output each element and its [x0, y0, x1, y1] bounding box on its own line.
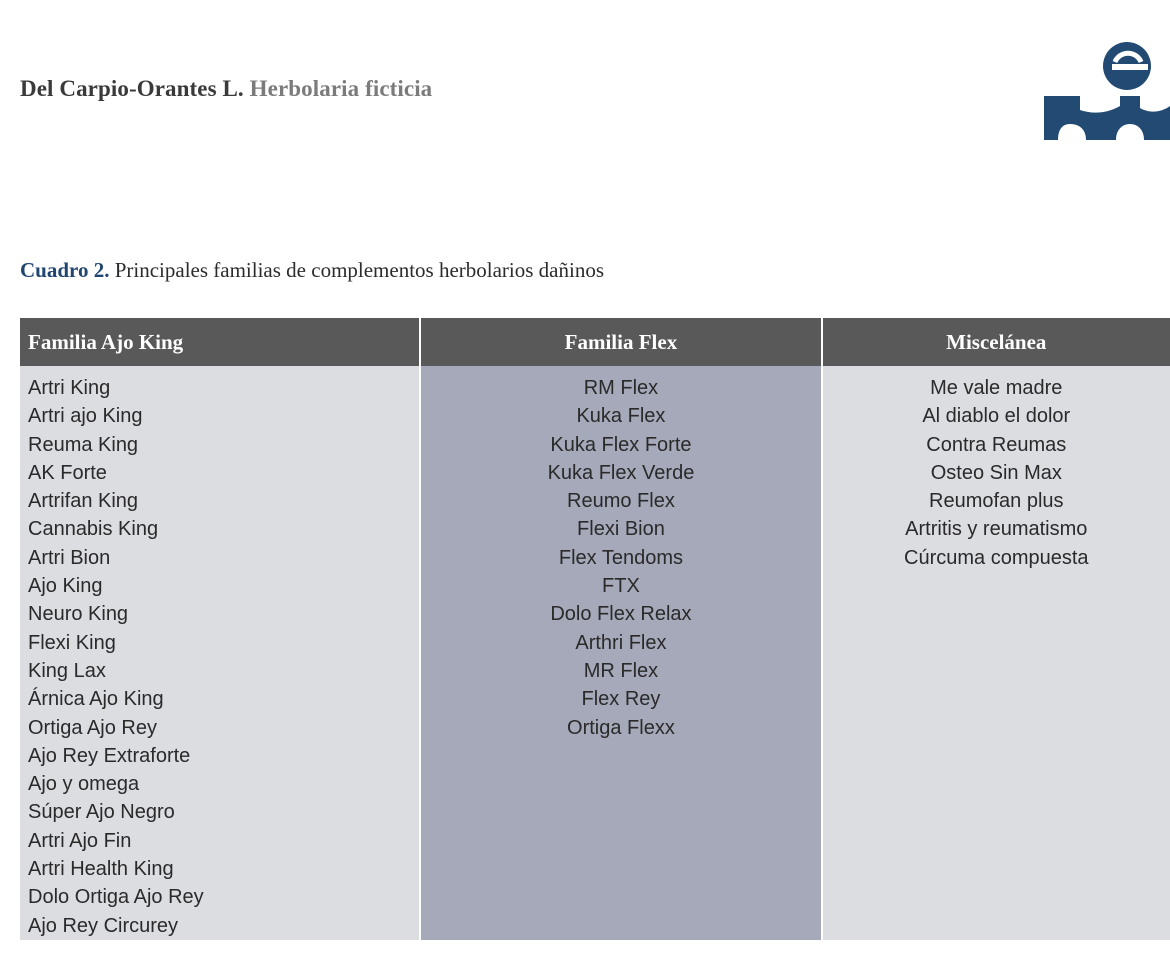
table-cell: Artri Health King [28, 858, 174, 881]
table-cell: Árnica Ajo King [28, 688, 164, 711]
table-cell: Ajo Rey Extraforte [28, 744, 191, 767]
header-author: Del Carpio-Orantes L. [20, 76, 244, 101]
table-cell: Artritis y reumatismo [905, 518, 1088, 541]
table-cell: Me vale madre [930, 377, 1063, 399]
table-cell: Ajo y omega [28, 773, 140, 796]
table-cell: Neuro King [28, 603, 129, 626]
column-header: Miscelánea [823, 318, 1170, 366]
table-cell: Súper Ajo Negro [28, 801, 175, 824]
table-cell: Reuma King [28, 433, 139, 456]
table-cell: Artri ajo King [28, 405, 143, 428]
table-cell: Dolo Ortiga Ajo Rey [28, 886, 204, 909]
journal-logo-icon [1040, 38, 1170, 142]
table-cell: Flexi Bion [577, 518, 665, 541]
table-cell: Reumofan plus [929, 490, 1064, 513]
table-cell: Ajo Rey Circurey [28, 914, 179, 937]
table-cell: Contra Reumas [926, 433, 1067, 456]
column-header: Familia Flex [421, 318, 820, 366]
column-flex [421, 318, 820, 940]
table-cell: Ajo King [28, 575, 103, 598]
table-cell: Kuka Flex [576, 405, 666, 428]
table-cell: Artri King [28, 377, 111, 399]
table-cell: FTX [602, 575, 640, 598]
caption-text: Principales familias de complementos herbolarios dañinos [114, 258, 605, 282]
table-cell: Ortiga Flexx [567, 716, 675, 739]
column-ajo-king [20, 318, 419, 940]
table-cell: Flex Tendoms [558, 546, 684, 569]
table-cell: Cannabis King [28, 518, 159, 541]
table-cell: King Lax [28, 659, 106, 682]
table-cell: Dolo Flex Relax [550, 603, 692, 626]
column-body [823, 366, 1170, 572]
table-cell: Artri Ajo Fin [28, 829, 132, 852]
table-cell: Flexi King [28, 631, 116, 654]
header-title: Herbolaria ficticia [249, 76, 433, 101]
caption-label: Cuadro 2. [20, 258, 110, 282]
column-header: Familia Ajo King [20, 318, 419, 366]
table-cell: MR Flex [583, 659, 659, 682]
column-miscelanea [823, 318, 1170, 940]
table-cell: Artri Bion [28, 546, 111, 569]
table-caption [20, 258, 604, 283]
table-cell: Al diablo el dolor [922, 405, 1071, 428]
table-cell: Osteo Sin Max [930, 461, 1062, 484]
table-cell: Arthri Flex [575, 631, 667, 654]
column-body [421, 366, 820, 742]
table-cell: Reumo Flex [567, 490, 675, 513]
table-cell: AK Forte [28, 461, 107, 484]
table-cell: Flex Rey [581, 688, 661, 711]
table-cell: Artrifan King [28, 490, 139, 513]
table-cell: Kuka Flex Verde [547, 461, 695, 484]
table-cell: Ortiga Ajo Rey [28, 716, 157, 739]
table-cell: Kuka Flex Forte [550, 433, 692, 456]
page-header [20, 76, 432, 102]
herbal-families-table [20, 318, 1170, 940]
table-cell: RM Flex [583, 377, 659, 399]
table-cell: Cúrcuma compuesta [904, 546, 1089, 569]
column-body [20, 366, 419, 940]
